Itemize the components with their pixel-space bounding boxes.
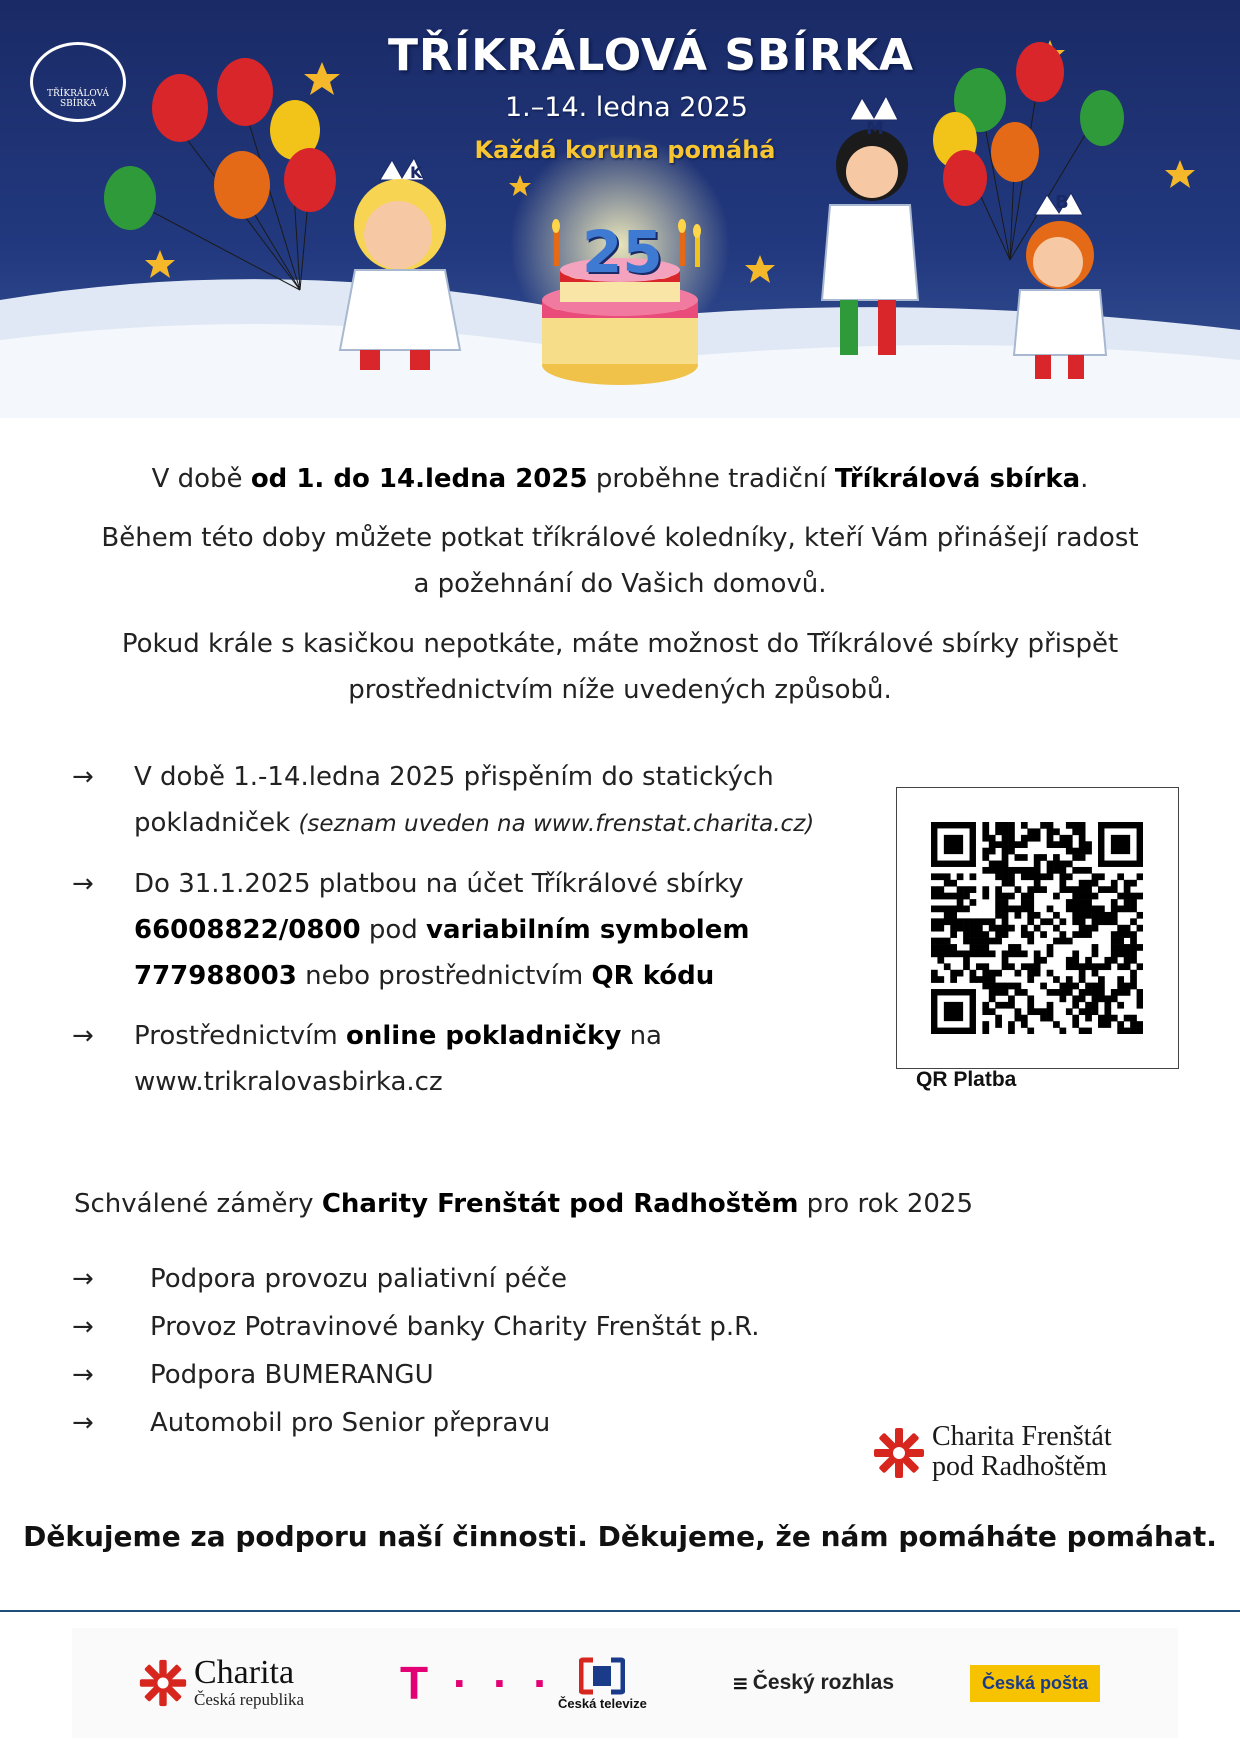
goal-item-text: Podpora provozu paliativní péče <box>150 1264 568 1294</box>
variable-symbol: variabilním symbolem 777988003 <box>134 915 750 991</box>
intro-paragraph-2: Během této doby můžete potkat tříkrálové koledníky, kteří Vám přinášejí radost a požehnání do Vašich domovů. <box>101 523 1139 599</box>
list-item-text <box>134 861 872 999</box>
organization-name: Charity Frenštát pod Radhoštěm <box>321 1189 799 1219</box>
partner-charita-sub: Česká republika <box>194 1690 304 1709</box>
arrow-icon: → <box>72 869 94 899</box>
way-2-text: nebo prostřednictvím <box>296 961 592 991</box>
charita-cross-icon <box>138 1658 188 1708</box>
rozhlas-icon: ≡ <box>732 1671 749 1695</box>
list-item <box>72 861 872 999</box>
rozhlas-logo-text: Český rozhlas <box>752 1671 895 1694</box>
sbirka-logo-text: TŘÍKRÁLOVÁ SBÍRKA <box>47 89 109 109</box>
partner-ceska-televize <box>558 1628 647 1738</box>
contribution-ways-list <box>72 754 872 1105</box>
list-item <box>72 1304 812 1352</box>
arrow-icon: → <box>72 1264 94 1294</box>
intro-date-range: od 1. do 14.ledna 2025 <box>250 464 588 494</box>
intro-paragraph-3: Pokud krále s kasičkou nepotkáte, máte možnost do Tříkrálové sbírky přispět prostřednictvím níže uvedených způsobů. <box>121 629 1119 705</box>
intro-text: V době <box>151 464 251 494</box>
arrow-icon: → <box>72 762 94 792</box>
qr-code-frame <box>896 787 1179 1069</box>
arrow-icon: → <box>72 1360 94 1390</box>
arrow-icon: → <box>72 1408 94 1438</box>
partner-tmobile <box>400 1628 554 1738</box>
posta-logo: Česká pošta <box>970 1665 1100 1702</box>
intro-text: . <box>1080 464 1089 494</box>
online-box-mention: online pokladničky <box>346 1021 622 1051</box>
way-2-text: Do 31.1.2025 platbou na účet Tříkrálové sbírky <box>134 869 744 899</box>
cake-number: 25 <box>582 218 663 286</box>
banner-title: TŘÍKRÁLOVÁ SBÍRKA <box>388 30 915 81</box>
goal-item-text: Automobil pro Senior přepravu <box>150 1408 551 1438</box>
qr-code-image <box>931 822 1143 1034</box>
org-name-line-1: Charita Frenštát <box>932 1421 1112 1452</box>
goal-item-text: Podpora BUMERANGU <box>150 1360 434 1390</box>
list-item-text <box>134 754 872 847</box>
goals-list <box>72 1256 812 1448</box>
account-number: 66008822/0800 <box>134 915 361 945</box>
partner-cesky-rozhlas <box>732 1628 894 1738</box>
charita-frenstat-name <box>932 1422 1112 1482</box>
ct-logo-icon <box>579 1656 625 1696</box>
list-item-text <box>134 1013 872 1105</box>
partner-charita-cr <box>138 1628 304 1738</box>
sbirka-logo <box>30 42 126 122</box>
partners-footer <box>72 1628 1178 1738</box>
list-item <box>72 754 872 847</box>
way-2-text: pod <box>360 915 427 945</box>
banner-dates: 1.–14. ledna 2025 <box>505 92 748 123</box>
partner-charita-name: Charita <box>194 1654 295 1691</box>
list-item <box>72 1352 812 1400</box>
footer-divider <box>0 1610 1240 1612</box>
goals-heading-text: pro rok 2025 <box>798 1189 973 1219</box>
tmobile-logo: T · · · <box>400 1657 555 1709</box>
list-item <box>72 1013 872 1105</box>
org-name-line-2: pod Radhoštěm <box>932 1451 1107 1482</box>
arrow-icon: → <box>72 1021 94 1051</box>
charita-cross-icon <box>872 1426 926 1480</box>
way-3-text: Prostřednictvím <box>134 1021 346 1051</box>
list-item <box>72 1256 812 1304</box>
header-banner <box>0 0 1240 418</box>
crown-letter-m: M <box>866 118 884 139</box>
qr-code-mention: QR kódu <box>591 961 715 991</box>
arrow-icon: → <box>72 1312 94 1342</box>
crown-letter-b: B <box>1055 192 1069 213</box>
way-1-note: (seznam uveden na www.frenstat.charita.cz) <box>298 811 815 837</box>
intro-paragraph-1 <box>60 456 1180 502</box>
goals-heading <box>74 1182 973 1226</box>
crown-letter-k: K <box>410 163 423 182</box>
qr-label: QR Platba <box>916 1068 1017 1091</box>
intro-event-name: Tříkrálová sbírka <box>834 464 1081 494</box>
way-3-url: na www.trikralovasbirka.cz <box>134 1021 662 1097</box>
thanks-message: Děkujeme za podporu naší činnosti. Děkujeme, že nám pomáháte pomáhat. <box>23 1520 1217 1553</box>
goals-heading-text: Schválené záměry <box>74 1189 322 1219</box>
ct-logo-text: Česká televize <box>558 1695 647 1711</box>
partner-ceska-posta <box>970 1628 1100 1738</box>
charita-frenstat-logo <box>870 1420 1160 1486</box>
goal-item-text: Provoz Potravinové banky Charity Frenštát p.R. <box>150 1312 760 1342</box>
banner-slogan: Každá koruna pomáhá <box>474 136 776 164</box>
list-item <box>72 1400 812 1448</box>
intro-text: proběhne tradiční <box>587 464 835 494</box>
way-1-text: V době 1.-14.ledna 2025 přispěním do statických pokladniček <box>134 762 774 838</box>
